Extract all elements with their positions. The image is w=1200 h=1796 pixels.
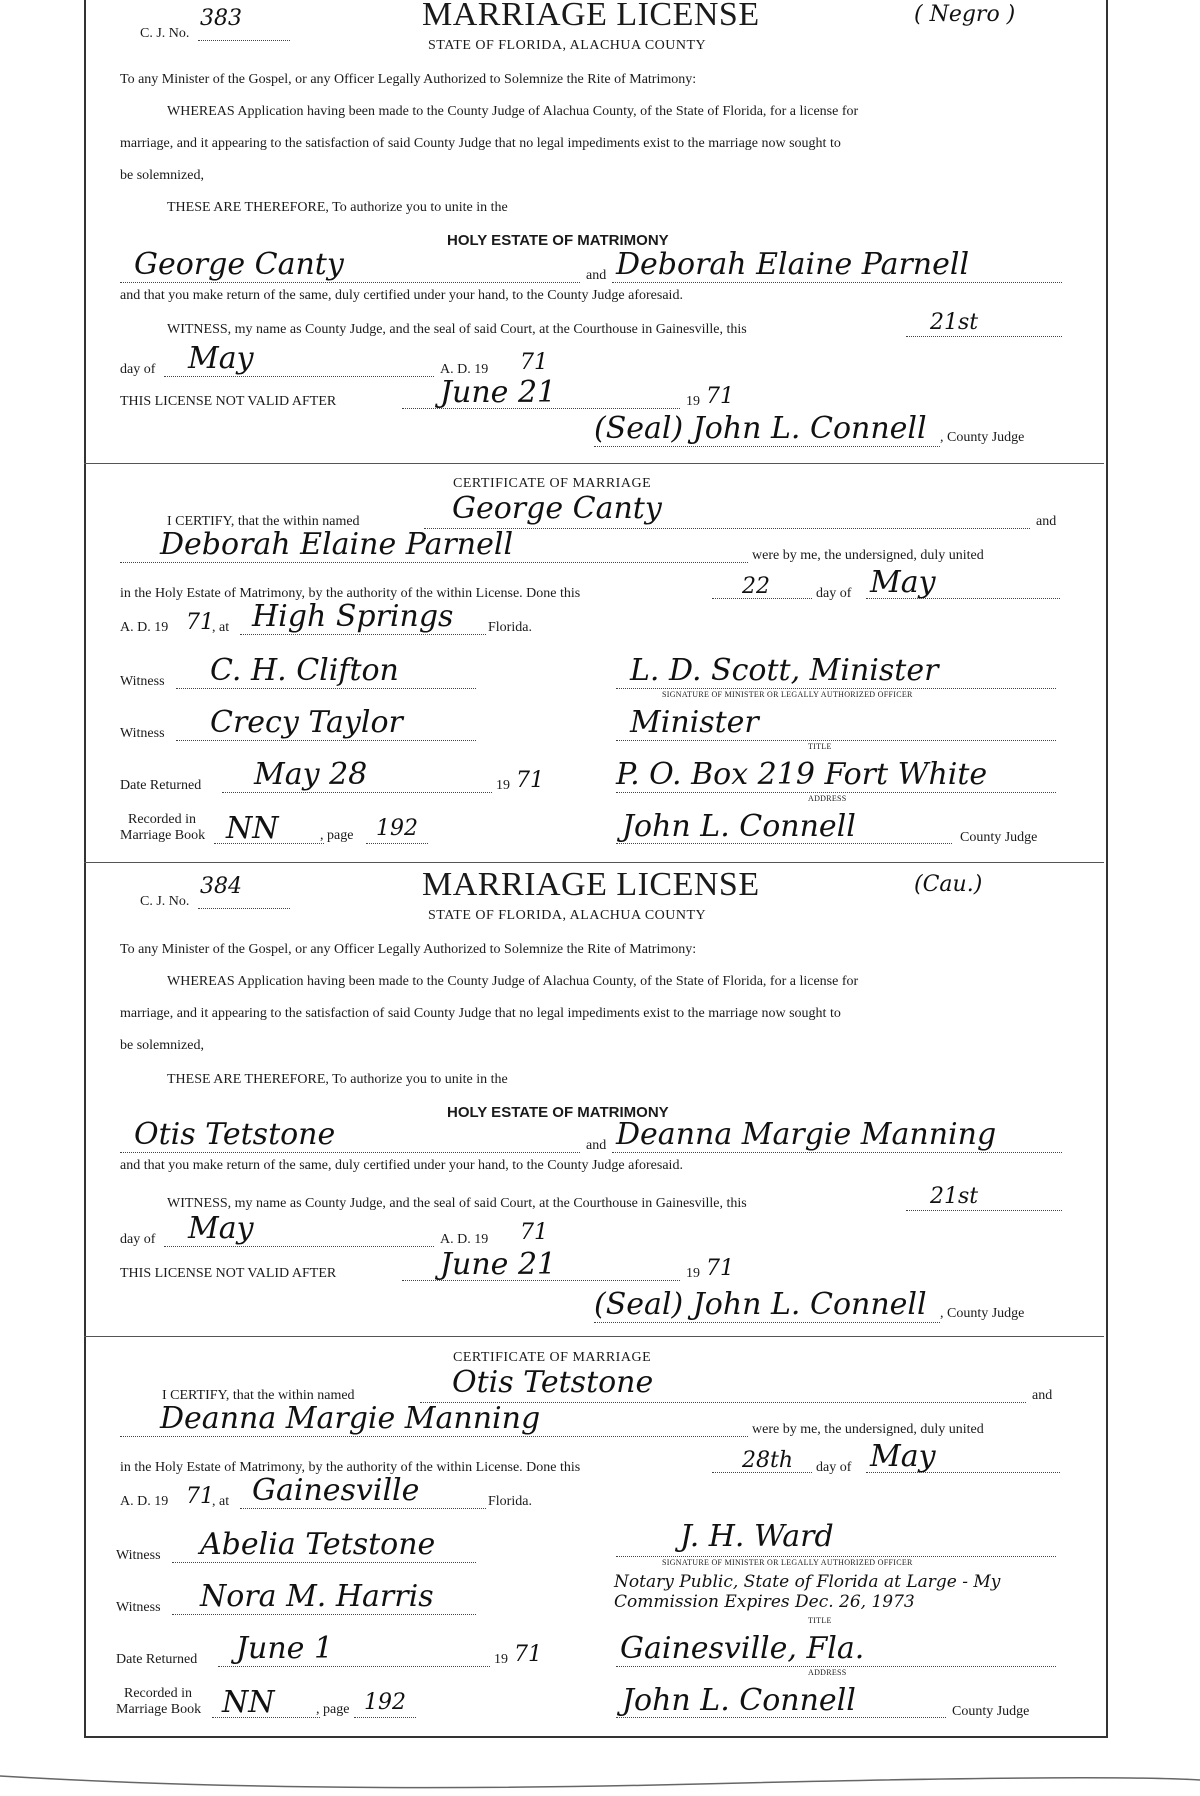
page-number: 192 <box>364 1690 406 1715</box>
place-ad-label: A. D. 19 <box>120 620 169 635</box>
cert-bride: Deborah Elaine Parnell <box>160 527 514 562</box>
at-label: , at <box>212 620 230 635</box>
issue-month: May <box>188 341 254 376</box>
and-label-2: and <box>1036 514 1057 529</box>
and-label: and <box>586 1138 607 1153</box>
expiry-century: 19 <box>686 1266 700 1281</box>
license-subtitle: STATE OF FLORIDA, ALACHUA COUNTY <box>428 908 707 923</box>
addressee-line: To any Minister of the Gospel, or any Officer Legally Authorized to Solemnize the Rite of Matrimony: <box>120 72 697 87</box>
date-returned-label: Date Returned <box>120 778 202 793</box>
cert-groom: George Canty <box>452 491 662 526</box>
done-day: 22 <box>742 574 770 599</box>
done-month: May <box>870 565 936 600</box>
therefore-line: THESE ARE THEREFORE, To authorize you to unite in the <box>167 200 508 215</box>
expiry-year: 71 <box>706 1256 734 1281</box>
cj-label: C. J. No. <box>140 894 190 909</box>
place-ad-label: A. D. 19 <box>120 1494 169 1509</box>
not-valid-label: THIS LICENSE NOT VALID AFTER <box>120 394 337 409</box>
race-note: ( Negro ) <box>914 2 1016 27</box>
license-title: MARRIAGE LICENSE <box>422 0 760 33</box>
bride-name: Deanna Margie Manning <box>616 1117 997 1152</box>
returned-year: 71 <box>516 768 544 793</box>
recorder-signature: John L. Connell <box>622 1683 856 1718</box>
returned-century: 19 <box>494 1652 508 1667</box>
issue-year: 71 <box>520 350 548 375</box>
officiant-title: Minister <box>630 705 759 740</box>
license-divider <box>84 862 1104 863</box>
done-year: 71 <box>186 610 214 635</box>
issue-day: 21st <box>930 310 979 335</box>
date-returned-label: Date Returned <box>116 1652 198 1667</box>
county-judge-label-2: County Judge <box>960 830 1038 845</box>
united-line: were by me, the undersigned, duly united <box>752 1422 984 1437</box>
returned-year: 71 <box>514 1642 542 1667</box>
officiant-signature: L. D. Scott, Minister <box>630 653 939 688</box>
florida-label: Florida. <box>488 620 532 635</box>
and-label: and <box>586 268 607 283</box>
officiant-address: P. O. Box 219 Fort White <box>616 757 988 792</box>
marriage-place: High Springs <box>252 599 454 634</box>
return-line: and that you make return of the same, duly certified under your hand, to the County Judge aforesaid. <box>120 1158 683 1173</box>
witness-1: C. H. Clifton <box>210 653 399 688</box>
whereas-line-2: marriage, and it appearing to the satisfaction of said County Judge that no legal impediments exist to the marriage now sought to <box>120 1006 841 1021</box>
county-judge-label-2: County Judge <box>952 1704 1030 1719</box>
groom-name: George Canty <box>134 247 344 282</box>
page-label: , page <box>320 828 354 843</box>
united-line: were by me, the undersigned, duly united <box>752 548 984 563</box>
whereas-line-3: be solemnized, <box>120 1038 204 1053</box>
officiant-address: Gainesville, Fla. <box>620 1631 865 1666</box>
date-returned: May 28 <box>254 757 368 792</box>
certificate-title: CERTIFICATE OF MARRIAGE <box>453 1350 652 1365</box>
expiry-date: June 21 <box>440 1247 557 1282</box>
judge-signature: (Seal) John L. Connell <box>594 1287 927 1322</box>
whereas-line-1: WHEREAS Application having been made to the County Judge of Alachua County, of the State of Florida, for a license for <box>167 974 859 989</box>
and-label-2: and <box>1032 1388 1053 1403</box>
returned-century: 19 <box>496 778 510 793</box>
recorder-signature: John L. Connell <box>622 809 856 844</box>
expiry-year: 71 <box>706 384 734 409</box>
groom-name: Otis Tetstone <box>134 1117 336 1152</box>
done-year: 71 <box>186 1484 214 1509</box>
witness-label-1: Witness <box>120 674 165 689</box>
page-curl-edge <box>0 1736 1200 1796</box>
bride-name: Deborah Elaine Parnell <box>616 247 970 282</box>
marriage-book-label: Marriage Book <box>120 828 206 843</box>
holy-estate-line: in the Holy Estate of Matrimony, by the authority of the within License. Done this <box>120 586 581 601</box>
holy-estate-line: in the Holy Estate of Matrimony, by the authority of the within License. Done this <box>120 1460 581 1475</box>
witness-label-2: Witness <box>116 1600 161 1615</box>
witness-line: WITNESS, my name as County Judge, and the seal of said Court, at the Courthouse in Gainesville, this <box>167 1196 747 1211</box>
race-note: (Cau.) <box>914 872 983 897</box>
cj-number: 383 <box>200 6 242 31</box>
holy-estate-heading: HOLY ESTATE OF MATRIMONY <box>447 1104 669 1121</box>
done-month: May <box>870 1439 936 1474</box>
date-returned: June 1 <box>236 1631 334 1666</box>
at-label: , at <box>212 1494 230 1509</box>
recorded-in-label: Recorded in <box>128 812 197 827</box>
whereas-line-2: marriage, and it appearing to the satisfaction of said County Judge that no legal impediments exist to the marriage now sought to <box>120 136 841 151</box>
witness-1: Abelia Tetstone <box>200 1527 436 1562</box>
witness-line: WITNESS, my name as County Judge, and the seal of said Court, at the Courthouse in Gainesville, this <box>167 322 747 337</box>
day-of-label: day of <box>120 1232 156 1247</box>
section-divider <box>84 1336 1104 1337</box>
title-caption: TITLE <box>808 1616 832 1625</box>
witness-2: Crecy Taylor <box>210 705 403 740</box>
day-of-label-2: day of <box>816 586 852 601</box>
page-label: , page <box>316 1702 350 1717</box>
issue-day: 21st <box>930 1184 979 1209</box>
witness-2: Nora M. Harris <box>200 1579 434 1614</box>
witness-label-1: Witness <box>116 1548 161 1563</box>
issue-year: 71 <box>520 1220 548 1245</box>
recorded-in-label: Recorded in <box>124 1686 193 1701</box>
expiry-date: June 21 <box>440 375 557 410</box>
expiry-century: 19 <box>686 394 700 409</box>
therefore-line: THESE ARE THEREFORE, To authorize you to unite in the <box>167 1072 508 1087</box>
holy-estate-heading: HOLY ESTATE OF MATRIMONY <box>447 232 669 249</box>
issue-month: May <box>188 1211 254 1246</box>
officiant-title: Notary Public, State of Florida at Large - My Commission Expires Dec. 26, 1973 <box>614 1572 1001 1612</box>
page-number: 192 <box>376 816 418 841</box>
cert-bride: Deanna Margie Manning <box>160 1401 541 1436</box>
ad-label: A. D. 19 <box>440 1232 489 1247</box>
county-judge-label: , County Judge <box>940 1306 1025 1321</box>
address-caption: ADDRESS <box>808 794 847 803</box>
license-title: MARRIAGE LICENSE <box>422 866 760 903</box>
marriage-book-label: Marriage Book <box>116 1702 202 1717</box>
day-of-label: day of <box>120 362 156 377</box>
addressee-line: To any Minister of the Gospel, or any Officer Legally Authorized to Solemnize the Rite of Matrimony: <box>120 942 697 957</box>
return-line: and that you make return of the same, duly certified under your hand, to the County Judge aforesaid. <box>120 288 683 303</box>
section-divider <box>84 463 1104 464</box>
officiant-caption: SIGNATURE OF MINISTER OR LEGALLY AUTHORIZED OFFICER <box>662 690 913 699</box>
witness-label-2: Witness <box>120 726 165 741</box>
cert-groom: Otis Tetstone <box>452 1365 654 1400</box>
ad-label: A. D. 19 <box>440 362 489 377</box>
license-subtitle: STATE OF FLORIDA, ALACHUA COUNTY <box>428 38 707 53</box>
judge-signature: (Seal) John L. Connell <box>594 411 927 446</box>
officiant-signature: J. H. Ward <box>680 1519 834 1554</box>
officiant-caption: SIGNATURE OF MINISTER OR LEGALLY AUTHORIZED OFFICER <box>662 1558 913 1567</box>
cj-number: 384 <box>200 874 242 899</box>
marriage-place: Gainesville <box>252 1473 420 1508</box>
done-day: 28th <box>742 1448 794 1473</box>
title-caption: TITLE <box>808 742 832 751</box>
book-id: NN <box>226 811 279 846</box>
day-of-label-2: day of <box>816 1460 852 1475</box>
certify-line: I CERTIFY, that the within named <box>162 1388 355 1403</box>
certificate-title: CERTIFICATE OF MARRIAGE <box>453 476 652 491</box>
county-judge-label: , County Judge <box>940 430 1025 445</box>
book-id: NN <box>222 1685 275 1720</box>
whereas-line-3: be solemnized, <box>120 168 204 183</box>
florida-label: Florida. <box>488 1494 532 1509</box>
not-valid-label: THIS LICENSE NOT VALID AFTER <box>120 1266 337 1281</box>
whereas-line-1: WHEREAS Application having been made to the County Judge of Alachua County, of the State of Florida, for a license for <box>167 104 859 119</box>
cj-label: C. J. No. <box>140 26 190 41</box>
certify-line: I CERTIFY, that the within named <box>167 514 360 529</box>
address-caption: ADDRESS <box>808 1668 847 1677</box>
